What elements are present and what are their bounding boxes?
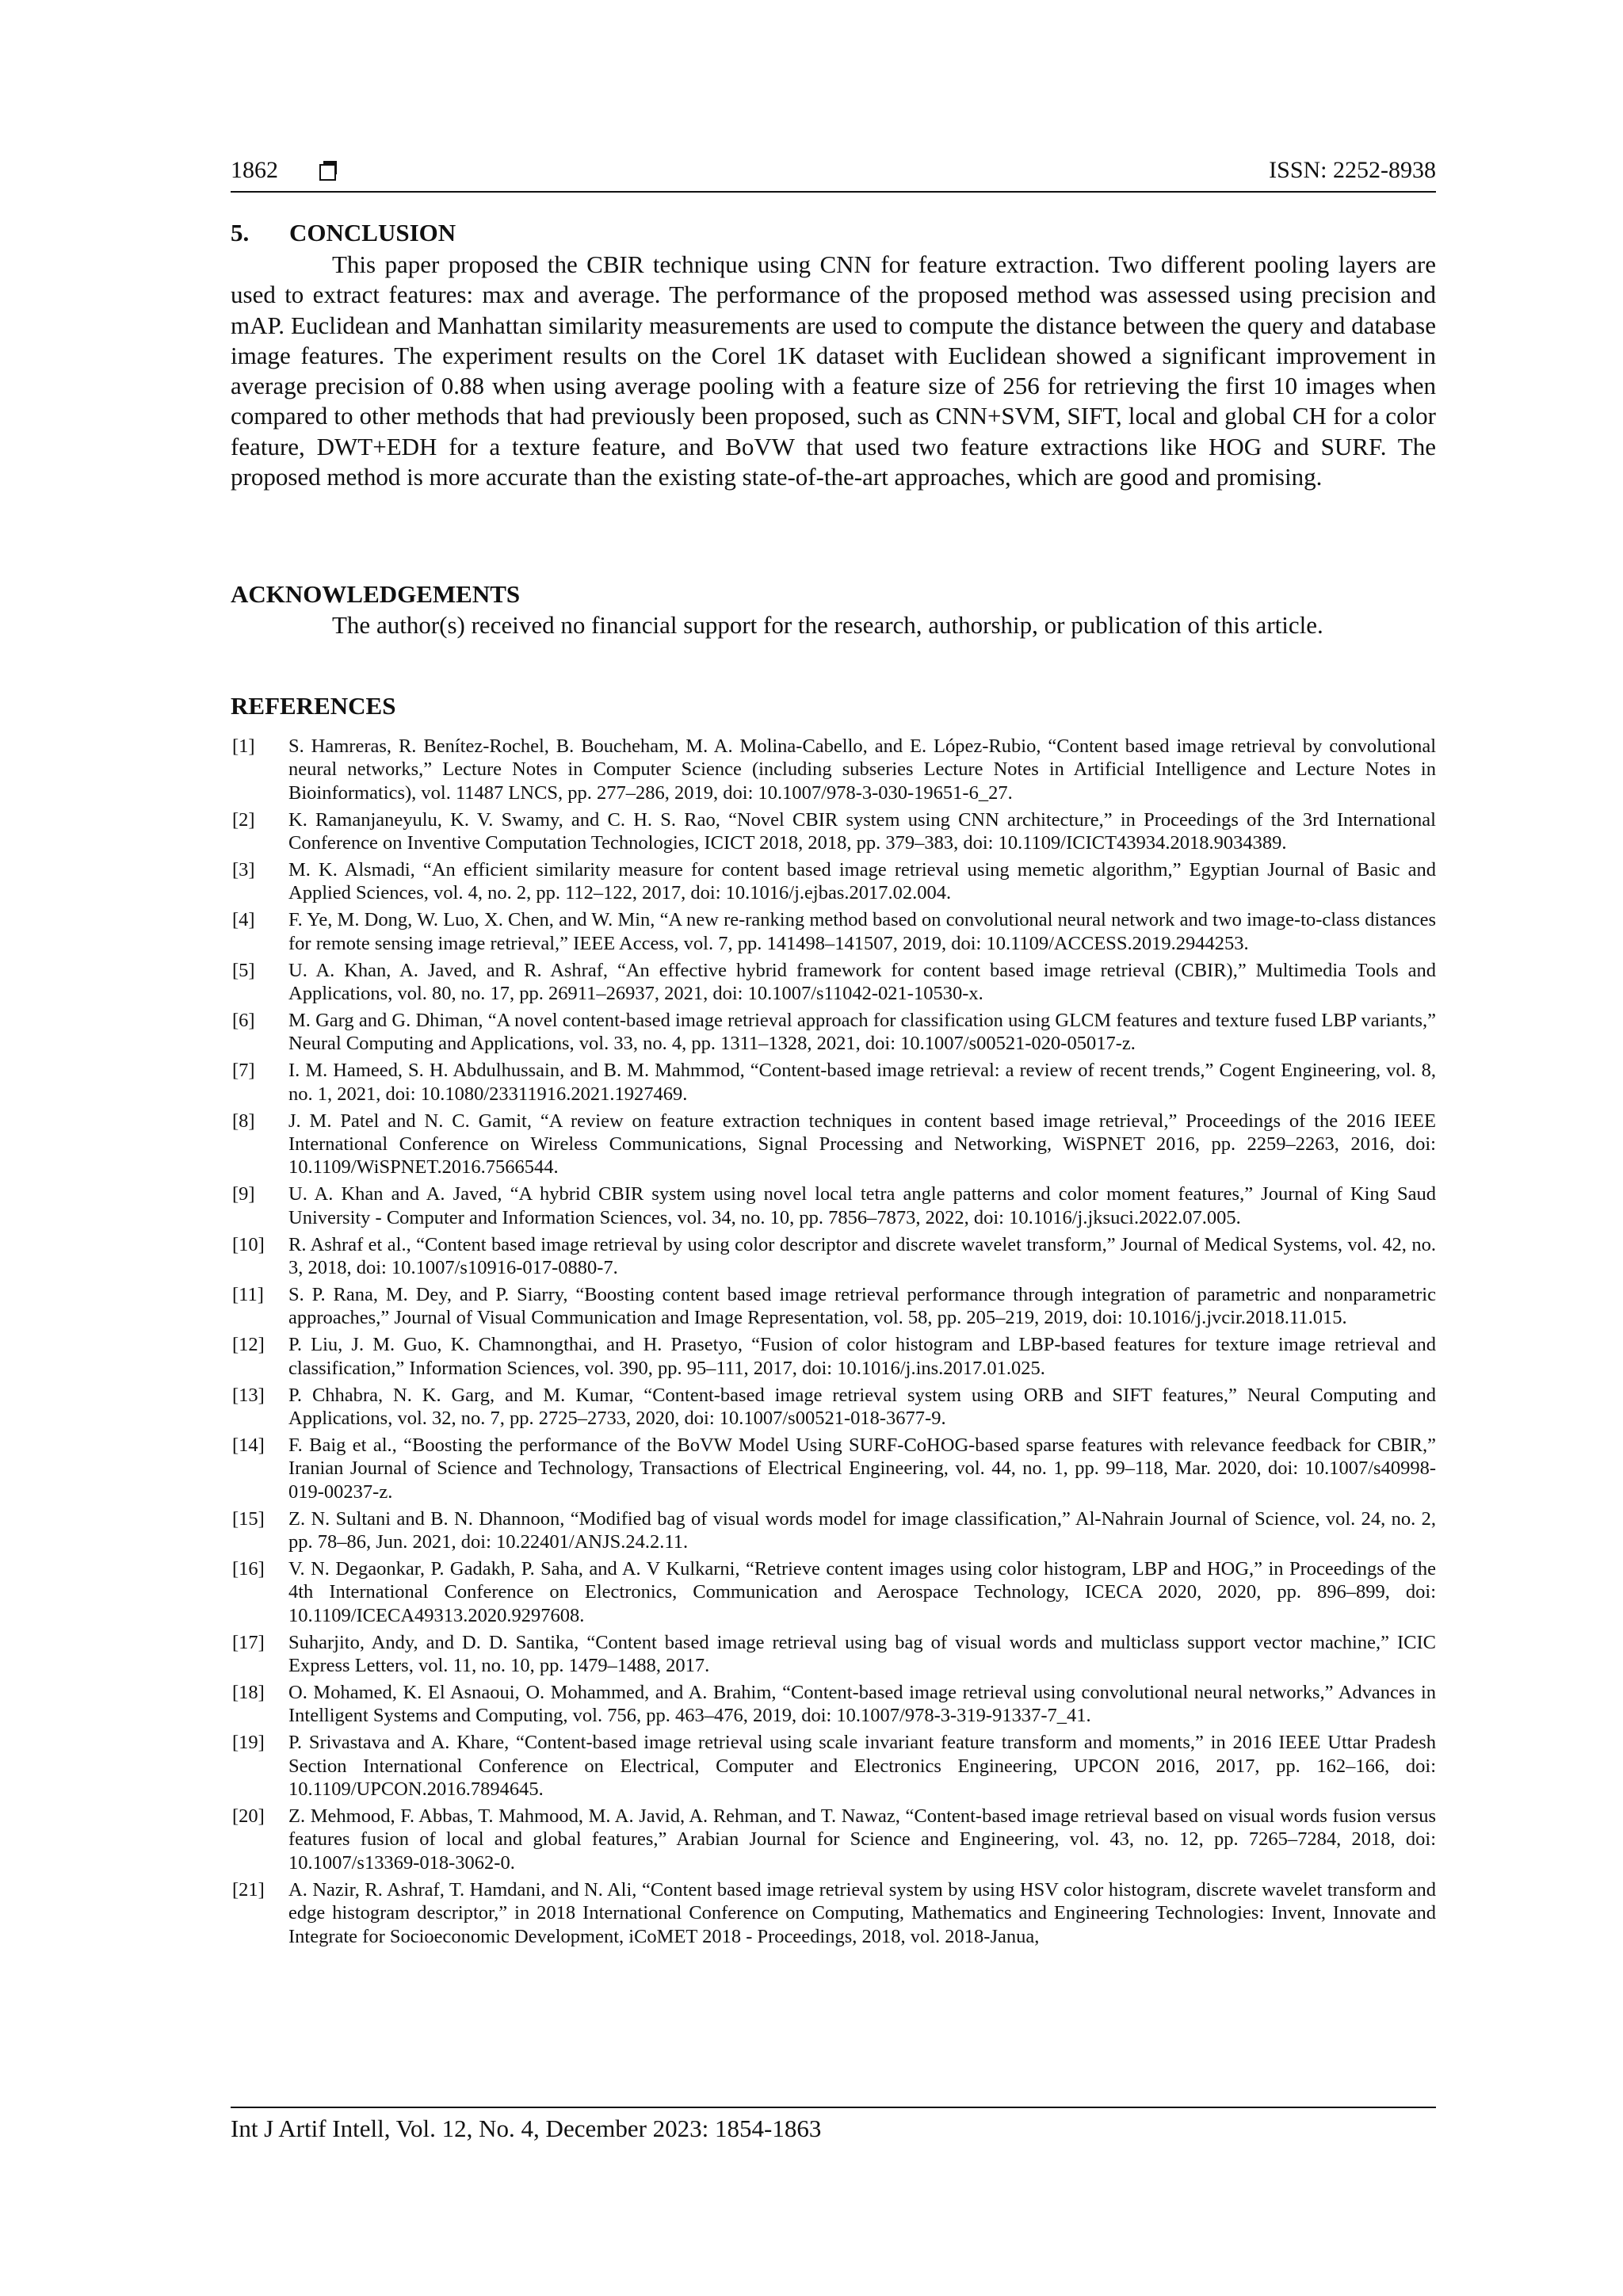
reference-item <box>231 1878 1436 1948</box>
reference-item <box>231 1507 1436 1554</box>
reference-number: [12] <box>232 1334 265 1356</box>
reference-number: [13] <box>232 1384 265 1406</box>
page-number: 1862 <box>231 157 278 183</box>
reference-text: F. Ye, M. Dong, W. Luo, X. Chen, and W. Min, “A new re-ranking method based on convolutional neural network and two image-to-class distances for remote sensing image retrieval,” IEEE Access, vol. 7, pp. 141498–141507, 2019, doi: 10.1109/ACCESS.2019.2944253. <box>288 909 1436 954</box>
page-footer: Int J Artif Intell, Vol. 12, No. 4, December 2023: 1854-1863 <box>231 2115 822 2142</box>
reference-number: [7] <box>232 1060 255 1082</box>
reference-item <box>231 1805 1436 1874</box>
reference-text: U. A. Khan, A. Javed, and R. Ashraf, “An effective hybrid framework for content based image retrieval (CBIR),” Multimedia Tools and Applications, vol. 80, no. 17, pp. 26911–26937, 2021, doi: 10.1007/s11042-021-10530-x. <box>288 959 1436 1005</box>
reference-item <box>231 735 1436 804</box>
reference-item <box>231 1631 1436 1678</box>
reference-text: O. Mohamed, K. El Asnaoui, O. Mohammed, and A. Brahim, “Content-based image retrieval using convolutional neural networks,” Advances in Intelligent Systems and Computing, vol. 756, pp. 463–476, 2019, doi: 10.1007/978-3-319-91337-7_41. <box>288 1681 1436 1727</box>
reference-item <box>231 1110 1436 1179</box>
reference-number: [6] <box>232 1009 255 1031</box>
section-number: 5. <box>231 219 250 246</box>
reference-number: [4] <box>232 909 255 931</box>
reference-number: [20] <box>232 1805 265 1827</box>
reference-text: Z. Mehmood, F. Abbas, T. Mahmood, M. A. Javid, A. Rehman, and T. Nawaz, “Content-based image retrieval based on visual words fusion versus features fusion of local and global features,” Arabian Journal for Science and Engineering, vol. 43, no. 12, pp. 7265–7284, 2018, doi: 10.1007/s13369-018-3062-0. <box>288 1805 1436 1874</box>
reference-item <box>231 1333 1436 1380</box>
reference-text: P. Chhabra, N. K. Garg, and M. Kumar, “Content-based image retrieval system using ORB and SIFT features,” Neural Computing and Applications, vol. 32, no. 7, pp. 2725–2733, 2020, doi: 10.1007/s00521-018-3677-9. <box>288 1384 1436 1429</box>
reference-text: Z. N. Sultani and B. N. Dhannoon, “Modified bag of visual words model for image classification,” Al-Nahrain Journal of Science, vol. 24, no. 2, pp. 78–86, Jun. 2021, doi: 10.22401/ANJS.24.2.11. <box>288 1507 1436 1553</box>
footer-rule <box>231 2107 1436 2108</box>
reference-item <box>231 959 1436 1006</box>
reference-number: [9] <box>232 1183 255 1205</box>
reference-item <box>231 1434 1436 1503</box>
reference-text: P. Liu, J. M. Guo, K. Chamnongthai, and H. Prasetyo, “Fusion of color histogram and LBP-based features for texture image retrieval and classification,” Information Sciences, vol. 390, pp. 95–111, 2017, doi: 10.1016/j.ins.2017.01.025. <box>288 1334 1436 1379</box>
reference-text: P. Srivastava and A. Khare, “Content-based image retrieval using scale invariant feature transform and moments,” in 2016 IEEE Uttar Pradesh Section International Conference on Electrical, Computer and Electronics Engineering, UPCON 2016, 2017, pp. 162–166, doi: 10.1109/UPCON.2016.7894645. <box>288 1732 1436 1801</box>
reference-number: [3] <box>232 859 255 881</box>
reference-text: K. Ramanjaneyulu, K. V. Swamy, and C. H. S. Rao, “Novel CBIR system using CNN architecture,” in Proceedings of the 3rd International Conference on Inventive Computation Technologies, ICICT 2018, 2018, pp. 379–383, doi: 10.1109/ICICT43934.2018.9034389. <box>288 808 1436 854</box>
reference-number: [21] <box>232 1878 265 1901</box>
conclusion-heading <box>231 219 456 247</box>
reference-text: S. P. Rana, M. Dey, and P. Siarry, “Boosting content based image retrieval performance through integration of parametric and nonparametric approaches,” Journal of Visual Communication and Image Representation, vol. 58, pp. 205–219, 2019, doi: 10.1016/j.jvcir.2018.11.015. <box>288 1283 1436 1329</box>
reference-number: [15] <box>232 1507 265 1530</box>
reference-item <box>231 1557 1436 1627</box>
reference-item <box>231 1681 1436 1728</box>
reference-text: R. Ashraf et al., “Content based image retrieval by using color descriptor and discrete wavelet transform,” Journal of Medical Systems, vol. 42, no. 3, 2018, doi: 10.1007/s10916-017-0880-7. <box>288 1233 1436 1279</box>
reference-item <box>231 1384 1436 1431</box>
reference-text: S. Hamreras, R. Benítez-Rochel, B. Boucheham, M. A. Molina-Cabello, and E. López-Rubio, “Content based image retrieval by convolutional neural networks,” Lecture Notes in Computer Science (including subseries Lecture Notes in Artificial Intelligence and Lecture Notes in Bioinformatics), vol. 11487 LNCS, pp. 277–286, 2019, doi: 10.1007/978-3-030-19651-6_27. <box>288 735 1436 804</box>
reference-number: [5] <box>232 959 255 981</box>
reference-number: [19] <box>232 1732 265 1754</box>
reference-number: [10] <box>232 1233 265 1255</box>
box-square-icon <box>319 161 338 180</box>
page-header <box>231 157 1436 189</box>
reference-item <box>231 1283 1436 1330</box>
reference-number: [8] <box>232 1110 255 1132</box>
reference-text: Suharjito, Andy, and D. D. Santika, “Content based image retrieval using bag of visual words and multiclass support vector machine,” ICIC Express Letters, vol. 11, no. 10, pp. 1479–1488, 2017. <box>288 1631 1436 1677</box>
reference-item <box>231 1009 1436 1056</box>
reference-text: J. M. Patel and N. C. Gamit, “A review on feature extraction techniques in content based image retrieval,” Proceedings of the 2016 IEEE International Conference on Wireless Communications, Signal Processing and Networking, WiSPNET 2016, pp. 2259–2263, 2016, doi: 10.1109/WiSPNET.2016.7566544. <box>288 1110 1436 1179</box>
acknowledgements-heading: ACKNOWLEDGEMENTS <box>231 580 521 608</box>
box-front <box>319 164 336 181</box>
header-rule <box>231 191 1436 193</box>
reference-number: [16] <box>232 1557 265 1580</box>
reference-text: A. Nazir, R. Ashraf, T. Hamdani, and N. Ali, “Content based image retrieval system by using HSV color histogram, discrete wavelet transform and edge histogram descriptor,” in 2018 International Conference on Computing, Mathematics and Engineering Technologies: Invent, Innovate and Integrate for Socioeconomic Development, iCoMET 2018 - Proceedings, 2018, vol. 2018-Janua, <box>288 1878 1436 1947</box>
reference-text: I. M. Hameed, S. H. Abdulhussain, and B. M. Mahmmod, “Content-based image retrieval: a review of recent trends,” Cogent Engineering, vol. 8, no. 1, 2021, doi: 10.1080/23311916.2021.1927469. <box>288 1060 1436 1105</box>
references-list <box>231 735 1436 1951</box>
reference-item <box>231 1731 1436 1801</box>
reference-item <box>231 1233 1436 1280</box>
reference-number: [17] <box>232 1631 265 1653</box>
reference-text: U. A. Khan and A. Javed, “A hybrid CBIR system using novel local tetra angle patterns and color moment features,” Journal of King Saud University - Computer and Information Sciences, vol. 34, no. 10, pp. 7856–7873, 2022, doi: 10.1016/j.jksuci.2022.07.005. <box>288 1183 1436 1228</box>
issn-label: ISSN: 2252-8938 <box>1269 157 1436 183</box>
reference-text: M. K. Alsmadi, “An efficient similarity measure for content based image retrieval using memetic algorithm,” Egyptian Journal of Basic and Applied Sciences, vol. 4, no. 2, pp. 112–122, 2017, doi: 10.1016/j.ejbas.2017.02.004. <box>288 859 1436 904</box>
reference-item <box>231 908 1436 955</box>
reference-item <box>231 858 1436 905</box>
reference-number: [1] <box>232 735 255 757</box>
reference-item <box>231 1059 1436 1106</box>
reference-text: F. Baig et al., “Boosting the performance of the BoVW Model Using SURF-CoHOG-based sparse features with relevance feedback for CBIR,” Iranian Journal of Science and Technology, Transactions of Electrical Engineering, vol. 44, no. 1, pp. 99–118, Mar. 2020, doi: 10.1007/s40998-019-00237-z. <box>288 1434 1436 1503</box>
reference-number: [18] <box>232 1681 265 1703</box>
reference-text: V. N. Degaonkar, P. Gadakh, P. Saha, and A. V Kulkarni, “Retrieve content images using color histogram, LBP and HOG,” in Proceedings of the 4th International Conference on Electronics, Communication and Aerospace Technology, ICECA 2020, 2020, pp. 896–899, doi: 10.1109/ICECA49313.2020.9297608. <box>288 1557 1436 1626</box>
reference-number: [14] <box>232 1434 265 1456</box>
reference-item <box>231 808 1436 855</box>
conclusion-paragraph: This paper proposed the CBIR technique using CNN for feature extraction. Two different pooling layers are used to extract features: max and average. The performance of the proposed method was assessed using precision and mAP. Euclidean and Manhattan similarity measurements are used to compute the distance between the query and database image features. The experiment results on the Corel 1K dataset with Euclidean showed a significant improvement in average precision of 0.88 when using average pooling with a feature size of 256 for retrieving the first 10 images when compared to other methods that had previously been proposed, such as CNN+SVM, SIFT, local and global CH for a color feature, DWT+EDH for a texture feature, and BoVW that used two feature extractions like HOG and SURF. The proposed method is more accurate than the existing state-of-the-art approaches, which are good and promising. <box>231 250 1436 491</box>
header-left <box>231 157 338 184</box>
references-heading: REFERENCES <box>231 692 396 720</box>
reference-item <box>231 1182 1436 1229</box>
reference-text: M. Garg and G. Dhiman, “A novel content-based image retrieval approach for classification using GLCM features and texture fused LBP variants,” Neural Computing and Applications, vol. 33, no. 4, pp. 1311–1328, 2021, doi: 10.1007/s00521-020-05017-z. <box>288 1009 1436 1055</box>
section-title: CONCLUSION <box>289 219 456 246</box>
reference-number: [11] <box>232 1283 264 1305</box>
reference-number: [2] <box>232 808 255 831</box>
acknowledgements-paragraph: The author(s) received no financial support for the research, authorship, or publication of this article. <box>332 611 1323 639</box>
